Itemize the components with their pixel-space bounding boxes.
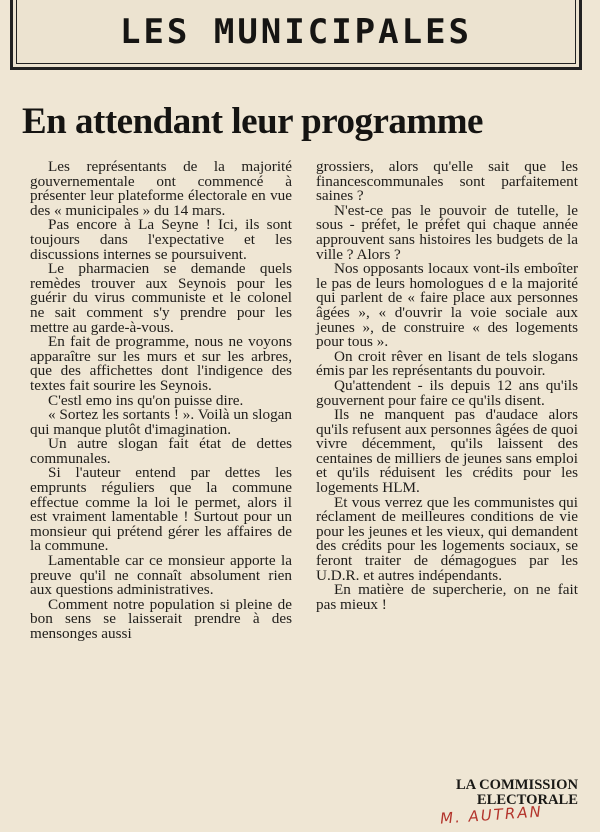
paragraph: Si l'auteur entend par dettes les emprunts réguliers que la commune effectue comme la loi le permet, alors il est vraiment lamentable ! Surtout pour un monsieur qui prétend gérer les affaires de la commune. xyxy=(30,464,292,555)
paragraph: Les représentants de la majorité gouvernementale ont commencé à présenter leur plateforme électorale en vue des « municipales » du 14 mars. xyxy=(30,158,292,219)
paragraph: Et vous verrez que les communistes qui réclament de meilleures conditions de vie pour les jeunes et les vieux, qui demandent des crédits pour les logements sociaux, se feront traiter de démagogues par les U.D.R. et autres indépendants. xyxy=(316,493,578,584)
paragraph: En fait de programme, nous ne voyons apparaître sur les murs et sur les arbres, que des affichettes dont l'indigence des textes fait sourire les Seynois. xyxy=(30,333,292,394)
paragraph: Un autre slogan fait état de dettes communales. xyxy=(30,435,292,467)
paragraph: grossiers, alors qu'elle sait que les financescommunales sont parfaitement saines ? xyxy=(316,158,578,205)
paragraph: On croit rêver en lisant de tels slogans émis par les représentants du pouvoir. xyxy=(316,347,578,380)
paragraph: « Sortez les sortants ! ». Voilà un slogan qui manque plutôt d'imagination. xyxy=(30,406,292,438)
article-headline: En attendant leur programme xyxy=(22,101,483,142)
paragraph: En matière de supercherie, on ne fait pas mieux ! xyxy=(316,581,578,613)
paragraph: Pas encore à La Seyne ! Ici, ils sont toujours dans l'expectative et les discussions internes se poursuivent. xyxy=(30,216,292,263)
paragraph: Lamentable car ce monsieur apporte la preuve qu'il ne connaît absolument rien aux questions administratives. xyxy=(30,552,292,599)
paragraph: Ils ne manquent pas d'audace alors qu'ils refusent aux personnes âgées de quoi vivre décemment, qu'ils laissent des centaines de milliers de jeunes sans emploi et qu'ils réduisent les crédits pour les logements HLM. xyxy=(316,406,578,497)
article-signature xyxy=(392,778,578,808)
paragraph: C'estl emo ins qu'on puisse dire. xyxy=(48,391,244,409)
section-kicker: LES MUNICIPALES xyxy=(119,11,473,52)
paragraph: Le pharmacien se demande quels remèdes trouver aux Seynois pour les guérir du virus communiste et le colonel ne sait comment s'y prendre pour les mettre au garde-à-vous. xyxy=(30,260,292,336)
section-banner-frame xyxy=(16,0,576,64)
handwritten-annotation: M. AUTRAN xyxy=(439,802,544,828)
paragraph: Nos opposants locaux vont-ils emboîter le pas de leurs homologues d e la majorité qui parlent de « faire place aux personnes âgées », « d'ouvrir la voie sociale aux jeunes », de construire « des logements pour tous ». xyxy=(316,260,578,351)
paragraph: Comment notre population si pleine de bon sens se laisserait prendre à des mensonges aussi xyxy=(30,595,292,642)
paragraph: Qu'attendent - ils depuis 12 ans qu'ils gouvernent pour faire ce qu'ils disent. xyxy=(316,376,578,409)
article-column-left xyxy=(30,160,292,642)
section-banner xyxy=(10,0,582,70)
paragraph: N'est-ce pas le pouvoir de tutelle, le sous - préfet, le préfet qui chaque année approuvent sans histoires les budgets de la ville ? Alors ? xyxy=(316,201,578,263)
signature-line: ELECTORALE xyxy=(476,792,578,808)
signature-line: LA COMMISSION xyxy=(455,777,578,793)
article-column-right xyxy=(316,160,578,612)
